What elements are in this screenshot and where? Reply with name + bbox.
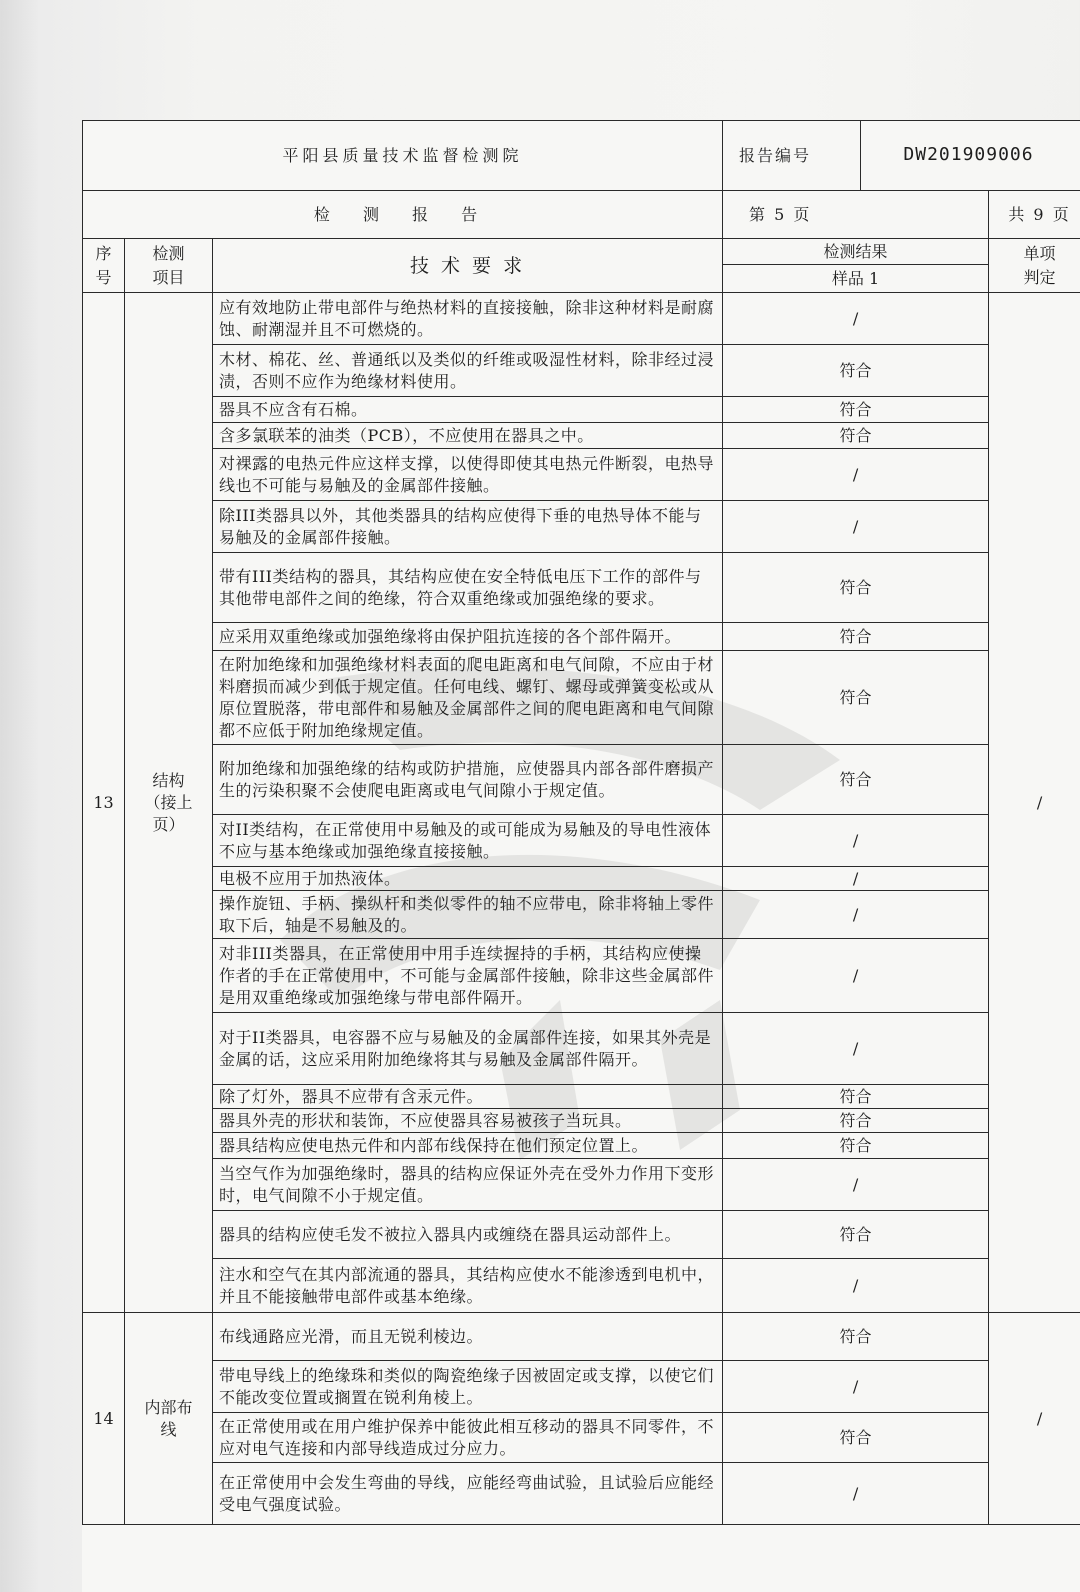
result-cell: / [723, 293, 989, 345]
result-cell: 符合 [723, 1085, 989, 1109]
requirement-cell: 木材、棉花、丝、普通纸以及类似的纤维或吸湿性材料，除非经过浸渍，否则不应作为绝缘材料使用。 [213, 345, 723, 397]
result-cell: / [723, 1159, 989, 1211]
requirement-cell: 在正常使用中会发生弯曲的导线，应能经弯曲试验，且试验后应能经受电气强度试验。 [213, 1463, 723, 1525]
col-seq-label: 序号 [95, 243, 112, 287]
col-item-header [125, 239, 213, 293]
requirement-cell: 当空气作为加强绝缘时，器具的结构应保证外壳在受外力作用下变形时，电气间隙不小于规定值。 [213, 1159, 723, 1211]
table-row [83, 891, 1080, 939]
requirement-cell: 器具外壳的形状和装饰，不应使器具容易被孩子当玩具。 [213, 1109, 723, 1133]
requirement-cell: 器具的结构应使毛发不被拉入器具内或缠绕在器具运动部件上。 [213, 1211, 723, 1259]
table-row [83, 1085, 1080, 1109]
col-sample-header: 样品 1 [723, 265, 989, 293]
table-row [83, 501, 1080, 553]
section-seq: 14 [83, 1313, 125, 1525]
column-header-row-1 [83, 239, 1080, 265]
table-row [83, 553, 1080, 623]
table-row [83, 1133, 1080, 1159]
org-name: 平阳县质量技术监督检测院 [83, 121, 723, 191]
header-row-title [83, 191, 1080, 239]
table-row [83, 1211, 1080, 1259]
section-item-label: 结构（接上页） [144, 770, 193, 834]
table-row [83, 345, 1080, 397]
requirement-cell: 操作旋钮、手柄、操纵杆和类似零件的轴不应带电，除非将轴上零件取下后，轴是不易触及的。 [213, 891, 723, 939]
result-cell: / [723, 891, 989, 939]
table-row [83, 1109, 1080, 1133]
result-cell: 符合 [723, 1109, 989, 1133]
requirement-cell: 在附加绝缘和加强绝缘材料表面的爬电距离和电气间隙，不应由于材料磨损而减少到低于规定值。任何电线、螺钉、螺母或弹簧变松或从原位置脱落，带电部件和易触及金属部件之间的爬电距离和电气间隙 都不应低于附加绝缘规定值。 [213, 651, 723, 745]
result-cell: 符合 [723, 1211, 989, 1259]
result-cell: / [723, 867, 989, 891]
requirement-cell: 电极不应用于加热液体。 [213, 867, 723, 891]
section-item [125, 293, 213, 1313]
report-body [83, 121, 1080, 1525]
requirement-cell: 附加绝缘和加强绝缘的结构或防护措施，应使器具内部各部件磨损产生的污染积聚不会使爬电距离或电气间隙小于规定值。 [213, 745, 723, 815]
table-row [83, 449, 1080, 501]
table-row [83, 745, 1080, 815]
section-verdict: / [989, 293, 1080, 1313]
requirement-cell: 除III类器具以外，其他类器具的结构应使得下垂的电热导体不能与易触及的金属部件接触。 [213, 501, 723, 553]
result-cell: 符合 [723, 423, 989, 449]
result-cell: 符合 [723, 651, 989, 745]
requirement-cell: 对裸露的电热元件应这样支撑，以使得即使其电热元件断裂，电热导线也不可能与易触及的金属部件接触。 [213, 449, 723, 501]
result-cell: 符合 [723, 345, 989, 397]
requirement-cell: 器具结构应使电热元件和内部布线保持在他们预定位置上。 [213, 1133, 723, 1159]
table-row [83, 867, 1080, 891]
result-cell: 符合 [723, 745, 989, 815]
report-table [82, 120, 1080, 1525]
table-row [83, 1013, 1080, 1085]
requirement-cell: 对非III类器具，在正常使用中用手连续握持的手柄，其结构应使操作者的手在正常使用中，不可能与金属部件接触，除非这些金属部件是用双重绝缘或加强绝缘与带电部件隔开。 [213, 939, 723, 1013]
result-cell: / [723, 939, 989, 1013]
page-total: 共 9 页 [989, 191, 1080, 239]
section-item-label: 内部布线 [144, 1397, 193, 1439]
table-row [83, 423, 1080, 449]
col-result-header: 检测结果 [723, 239, 989, 265]
requirement-cell: 除了灯外，器具不应带有含汞元件。 [213, 1085, 723, 1109]
result-cell: / [723, 449, 989, 501]
table-row [83, 623, 1080, 651]
result-cell: / [723, 1463, 989, 1525]
requirement-cell: 布线通路应光滑，而且无锐利棱边。 [213, 1313, 723, 1361]
table-row [83, 1313, 1080, 1361]
col-item-label: 检测项目 [152, 243, 185, 287]
table-row [83, 651, 1080, 745]
table-row [83, 1463, 1080, 1525]
result-cell: / [723, 1013, 989, 1085]
table-row [83, 1361, 1080, 1413]
requirement-cell: 应有效地防止带电部件与绝热材料的直接接触，除非这种材料是耐腐蚀、耐潮湿并且不可燃烧的。 [213, 293, 723, 345]
page-number: 第 5 页 [723, 191, 989, 239]
col-verdict-label: 单项判定 [1023, 243, 1056, 287]
result-cell: 符合 [723, 1313, 989, 1361]
table-row [83, 293, 1080, 345]
section-seq: 13 [83, 293, 125, 1313]
requirement-cell: 对于II类器具，电容器不应与易触及的金属部件连接，如果其外壳是金属的话，这应采用附加绝缘将其与易触及金属部件隔开。 [213, 1013, 723, 1085]
report-no-label: 报告编号 [723, 121, 1080, 191]
report-title: 检 测 报 告 [83, 191, 723, 239]
table-row [83, 1159, 1080, 1211]
result-cell: 符合 [723, 1413, 989, 1463]
result-cell: / [723, 1361, 989, 1413]
section-item [125, 1313, 213, 1525]
col-verdict-header [989, 239, 1080, 293]
result-cell: / [723, 1259, 989, 1313]
requirement-cell: 带电导线上的绝缘珠和类似的陶瓷绝缘子因被固定或支撑，以使它们不能改变位置或搁置在锐利角棱上。 [213, 1361, 723, 1413]
requirement-cell: 应采用双重绝缘或加强绝缘将由保护阻抗连接的各个部件隔开。 [213, 623, 723, 651]
result-cell: / [723, 815, 989, 867]
result-cell: 符合 [723, 623, 989, 651]
result-cell: 符合 [723, 1133, 989, 1159]
table-row [83, 939, 1080, 1013]
table-row [83, 397, 1080, 423]
col-requirement-header: 技 术 要 求 [213, 239, 723, 293]
requirement-cell: 含多氯联苯的油类（PCB），不应使用在器具之中。 [213, 423, 723, 449]
col-seq-header [83, 239, 125, 293]
table-row [83, 1413, 1080, 1463]
requirement-cell: 注水和空气在其内部流通的器具，其结构应使水不能渗透到电机中，并且不能接触带电部件或基本绝缘。 [213, 1259, 723, 1313]
result-cell: 符合 [723, 397, 989, 423]
requirement-cell: 对II类结构，在正常使用中易触及的或可能成为易触及的导电性液体不应与基本绝缘或加强绝缘直接接触。 [213, 815, 723, 867]
table-row [83, 815, 1080, 867]
report-number-value: DW201909006 [860, 120, 1076, 190]
result-cell: / [723, 501, 989, 553]
requirement-cell: 在正常使用或在用户维护保养中能彼此相互移动的器具不同零件，不应对电气连接和内部导线造成过分应力。 [213, 1413, 723, 1463]
result-cell: 符合 [723, 553, 989, 623]
requirement-cell: 带有III类结构的器具，其结构应使在安全特低电压下工作的部件与其他带电部件之间的绝缘，符合双重绝缘或加强绝缘的要求。 [213, 553, 723, 623]
section-verdict: / [989, 1313, 1080, 1525]
table-row [83, 1259, 1080, 1313]
requirement-cell: 器具不应含有石棉。 [213, 397, 723, 423]
